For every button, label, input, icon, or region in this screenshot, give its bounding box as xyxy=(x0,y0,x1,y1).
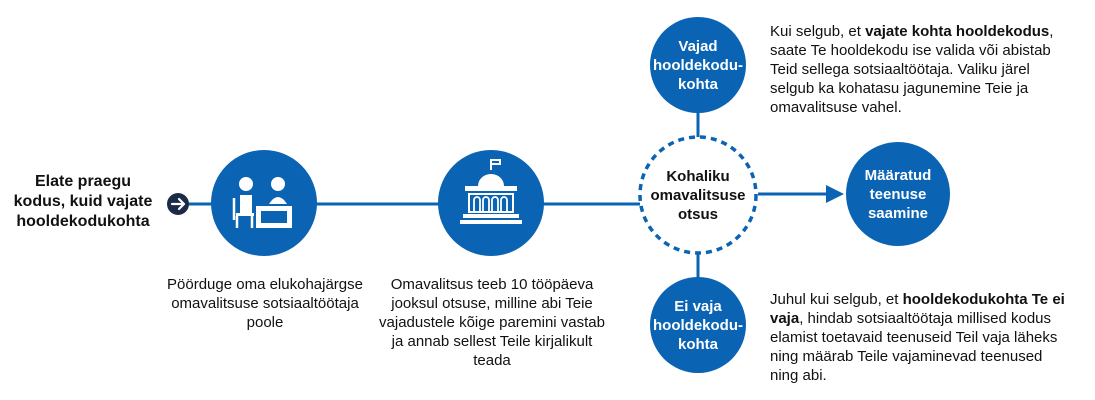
arrow-right-circle-icon xyxy=(167,193,189,215)
start-text: Elate praegu kodus, kuid vajate hooldekodukohta xyxy=(13,173,153,230)
outcome-no-label xyxy=(653,286,744,364)
outcome-yes-label-text: Vajad hooldekodu-kohta xyxy=(653,37,743,93)
decision-label-text: Kohaliku omavalitsuse otsus xyxy=(650,167,746,223)
outcome-no-text-bold: hooldekodukohta Te ei vaja xyxy=(770,291,1065,327)
outcome-no-text-pre: Juhul kui selgub, et xyxy=(770,291,903,308)
social-worker-desk-icon xyxy=(211,150,317,256)
step-2-text: Omavalitsus teeb 10 tööpäeva jooksul otsuse, milline abi Teie vajadustele kõige paremini vastab ja annab sellest Teile kirjalikult teada xyxy=(379,276,605,369)
outcome-no-text-post: , hindab sotsiaaltöötaja millised kodus elamist toetavaid teenuseid Teil vaja läheks ning määrab Teile vajaminevad teenused ning abi. xyxy=(770,310,1058,384)
outcome-no-text xyxy=(770,290,1070,385)
outcome-yes-text-bold: vajate kohta hooldekodus xyxy=(865,23,1050,40)
government-building-icon xyxy=(438,150,544,256)
arrow-head-icon xyxy=(826,185,844,203)
outcome-yes-text xyxy=(770,22,1070,117)
outcome-yes-label xyxy=(653,26,743,104)
final-label-text: Määratud teenuse saamine xyxy=(864,166,932,222)
step-1-text: Pöörduge oma elukohajärgse omavalitsuse sotsiaaltöötaja poole xyxy=(167,276,363,331)
decision-label xyxy=(648,160,748,230)
outcome-yes-text-pre: Kui selgub, et xyxy=(770,23,866,40)
outcome-no-label-text: Ei vaja hooldekodu-kohta xyxy=(653,297,744,353)
final-label xyxy=(852,154,944,234)
outcome-yes-text-post: , saate Te hooldekodu ise valida või abistab Teid sellega sotsiaaltöötaja. Valiku järel selgub ka kohatasu jagunemine Teie ja omavalitsuse vahel. xyxy=(770,23,1054,116)
